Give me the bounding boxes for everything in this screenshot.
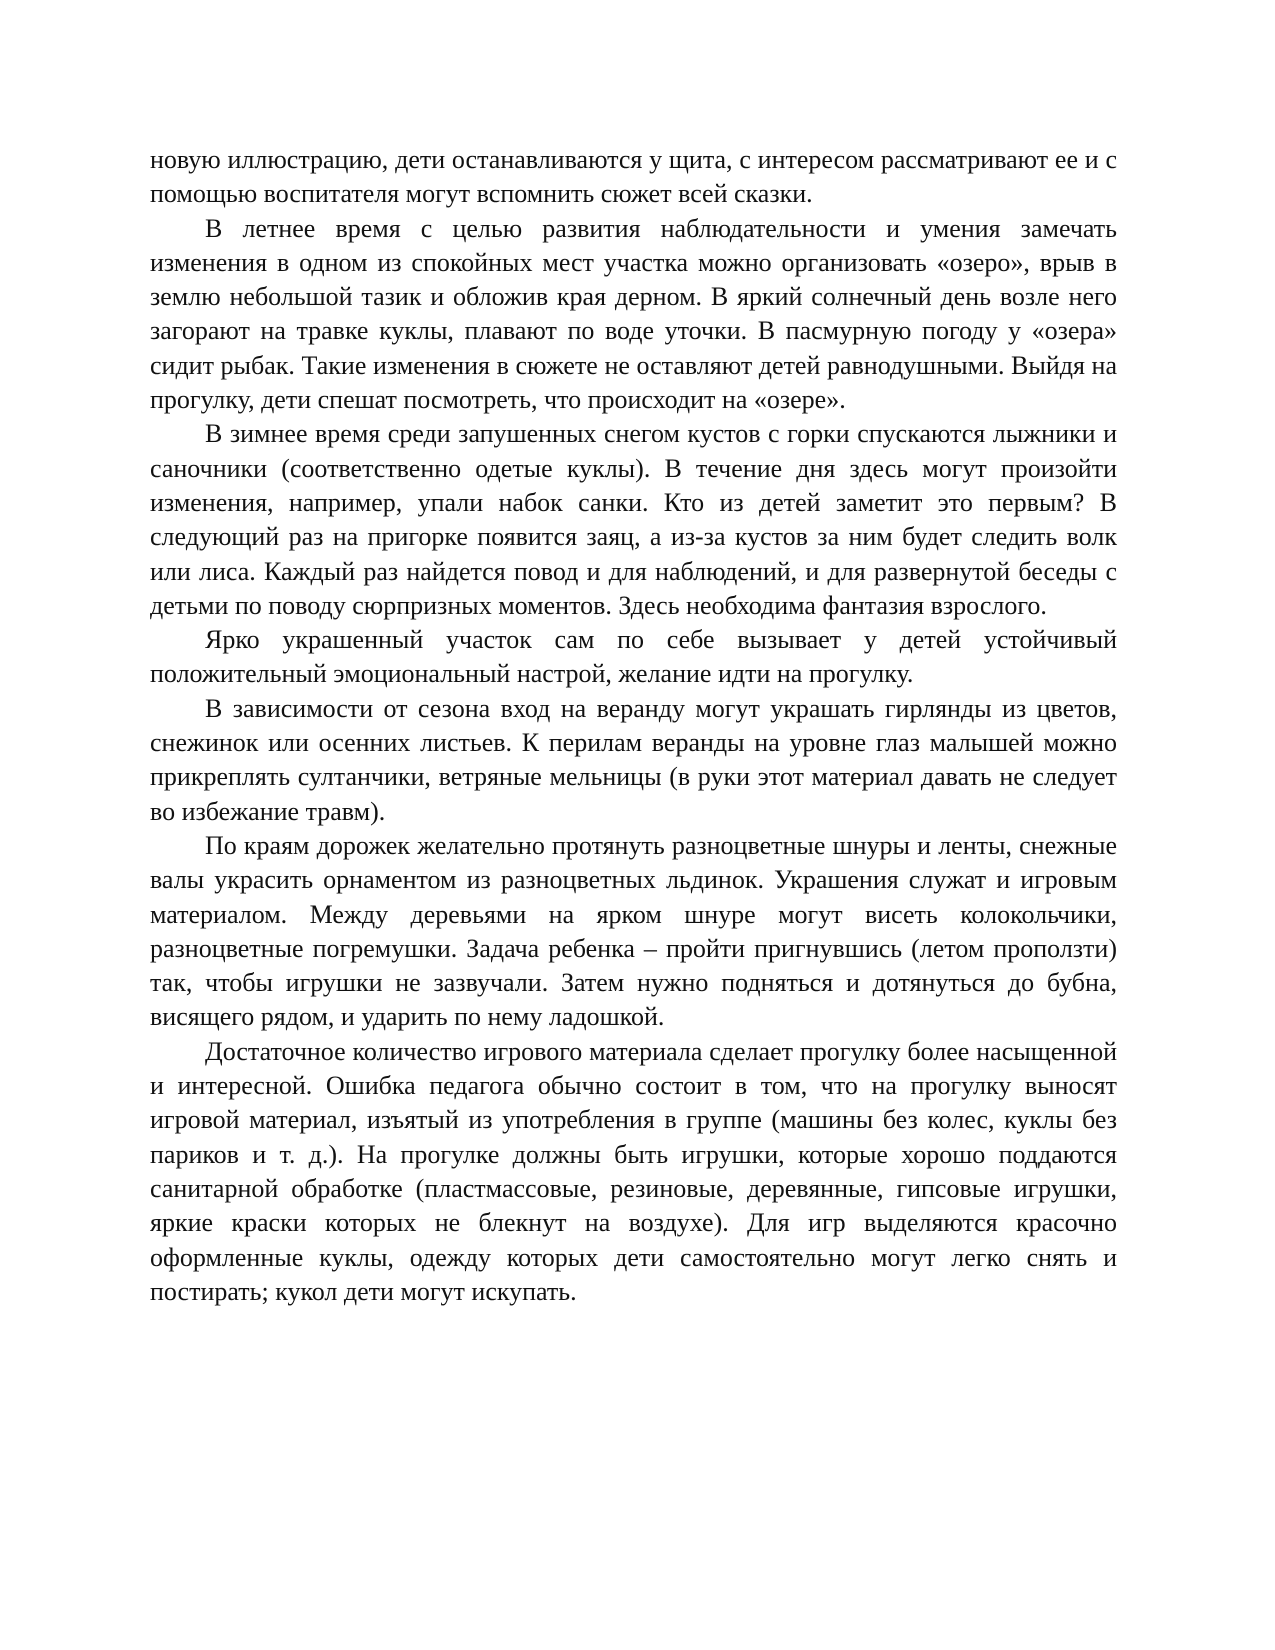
paragraph-winter-hill: В зимнее время среди запушенных снегом кустов с горки спускаются лыжники и саночники (соответственно одетые куклы). В течение дня здесь могут произойти изменения, например, упали набок санки. Кто из детей заметит это первым? В следующий раз на пригорке появится заяц, а из-за кустов за ним будет следить волк или лиса. Каждый раз найдется повод и для наблюдений, и для развернутой беседы с детьми по поводу сюрпризных моментов. Здесь необходима фантазия взрослого. [150, 419, 1117, 620]
paragraph-path-decorations: По краям дорожек желательно протянуть разноцветные шнуры и ленты, снежные валы украсить орнаментом из разноцветных льдинок. Украшения служат и игровым материалом. Между деревьями на ярком шнуре могут висеть колокольчики, разноцветные погремушки. Задача ребенка – пройти пригнувшись (летом проползти) так, чтобы игрушки не зазвучали. Затем нужно подняться и дотянуться до бубна, висящего рядом, и ударить по нему ладошкой. [150, 830, 1117, 1032]
paragraph-continuation: новую иллюстрацию, дети останавливаются у щита, с интересом рассматривают ее и с помощью воспитателя могут вспомнить сюжет всей сказки. [150, 145, 1117, 209]
paragraph-decorated-area: Ярко украшенный участок сам по себе вызывает у детей устойчивый положительный эмоциональный настрой, желание идти на прогулку. [150, 625, 1117, 689]
paragraph-summer-lake: В летнее время с целью развития наблюдательности и умения замечать изменения в одном из спокойных мест участка можно организовать «озеро», врыв в землю небольшой тазик и обложив края дерном. В яркий солнечный день возле него загорают на травке куклы, плавают по воде уточки. В пасмурную погоду у «озера» сидит рыбак. Такие изменения в сюжете не оставляют детей равнодушными. Выйдя на прогулку, дети спешат посмотреть, что происходит на «озере». [150, 213, 1117, 415]
paragraph-play-material: Достаточное количество игрового материала сделает прогулку более насыщенной и интересной. Ошибка педагога обычно состоит в том, что на прогулку выносят игровой материал, изъятый из употребления в группе (машины без колес, куклы без париков и т. д.). На прогулке должны быть игрушки, которые хорошо поддаются санитарной обработке (пластмассовые, резиновые, деревянные, гипсовые игрушки, яркие краски которых не блекнут на воздухе). Для игр выделяются красочно оформленные куклы, одежду которых дети самостоятельно могут легко снять и постирать; кукол дети могут искупать. [150, 1036, 1117, 1306]
paragraph-veranda-garlands: В зависимости от сезона вход на веранду могут украшать гирлянды из цветов, снежинок или осенних листьев. К перилам веранды на уровне глаз малышей можно прикреплять султанчики, ветряные мельницы (в руки этот материал давать не следует во избежание травм). [150, 693, 1117, 826]
document-page [150, 143, 1117, 1309]
